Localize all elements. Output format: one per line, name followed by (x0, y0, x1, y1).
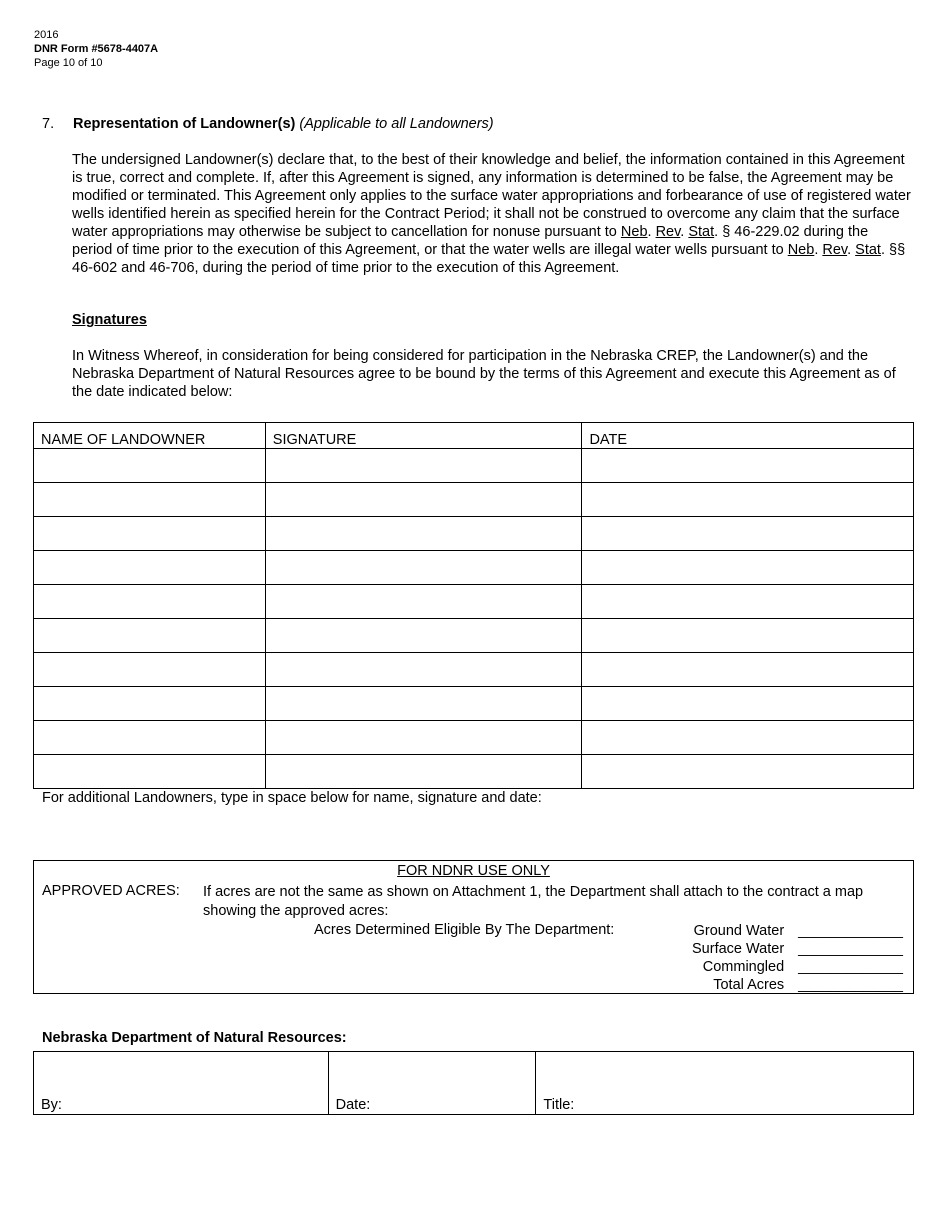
acres-row-total: Total Acres _____________ (713, 977, 903, 993)
ground-water-blank[interactable]: _____________ (798, 923, 903, 939)
date-cell[interactable] (582, 653, 914, 687)
name-cell[interactable] (34, 687, 266, 721)
section-heading (42, 116, 494, 132)
signature-cell[interactable] (265, 585, 582, 619)
column-header-name: NAME OF LANDOWNER (34, 423, 266, 449)
name-cell[interactable] (34, 517, 266, 551)
total-acres-blank[interactable]: _____________ (798, 977, 903, 993)
table-row (34, 721, 914, 755)
date-cell[interactable] (582, 551, 914, 585)
table-row (34, 449, 914, 483)
signature-cell[interactable] (265, 551, 582, 585)
signature-cell[interactable] (265, 449, 582, 483)
signature-cell[interactable] (265, 687, 582, 721)
approved-acres-label: APPROVED ACRES: (42, 883, 180, 899)
name-cell[interactable] (34, 585, 266, 619)
name-cell[interactable] (34, 653, 266, 687)
acres-row-commingled: Commingled _____________ (702, 959, 903, 975)
name-cell[interactable] (34, 449, 266, 483)
name-cell[interactable] (34, 483, 266, 517)
table-row (34, 653, 914, 687)
representation-paragraph: The undersigned Landowner(s) declare that, to the best of their knowledge and belief, the information contained in this Agreement is true, correct and complete. If, after this Agreement is signed, any information is determined to be false, the Agreement may be modified or terminated. This Agreement only applies to the surface water appropriations and forbearance of use of registered water wells identified herein as specified herein for the Contract Period; it shall not be construed to overcome any claim that the surface water appropriations may otherwise be subject to cancellation for nonuse pursuant to Neb. Rev. Stat. § 46-229.02 during the period of time prior to the execution of this Agreement, or that the water wells are illegal water wells pursuant to Neb. Rev. Stat. §§ 46-602 and 46-706, during the period of time prior to the execution of this Agreement. (72, 152, 911, 276)
name-cell[interactable] (34, 551, 266, 585)
acres-row-surface-water: Surface Water _____________ (692, 941, 903, 957)
table-row (34, 585, 914, 619)
name-cell[interactable] (34, 755, 266, 789)
signature-cell[interactable] (265, 483, 582, 517)
signature-cell[interactable] (265, 517, 582, 551)
signature-cell[interactable] (265, 619, 582, 653)
additional-landowners-note: For additional Landowners, type in space below for name, signature and date: (42, 790, 542, 806)
department-heading: Nebraska Department of Natural Resources: (42, 1030, 347, 1046)
form-year: 2016 (34, 29, 59, 41)
column-header-signature: SIGNATURE (265, 423, 582, 449)
department-signature-table (33, 1051, 914, 1115)
page-header (34, 28, 158, 70)
section-number: 7. (42, 116, 55, 132)
table-header-row (34, 423, 914, 449)
landowner-signature-table (33, 422, 914, 789)
table-row (34, 517, 914, 551)
table-row (34, 483, 914, 517)
table-row (34, 687, 914, 721)
witness-paragraph: In Witness Whereof, in consideration for being considered for participation in the Nebraska CREP, the Landowner(s) and the Nebraska Department of Natural Resources agree to be bound by the terms of this Agreement and execute this Agreement as of the date indicated below: (72, 348, 896, 400)
page-number: Page 10 of 10 (34, 57, 103, 69)
name-cell[interactable] (34, 619, 266, 653)
form-number: DNR Form #5678-4407A (34, 43, 159, 55)
acres-list (692, 922, 903, 994)
signature-cell[interactable] (265, 721, 582, 755)
date-cell[interactable] (582, 483, 914, 517)
acres-row-ground-water: Ground Water _____________ (693, 923, 903, 939)
table-row (34, 755, 914, 789)
department-signature-row (34, 1052, 914, 1115)
date-cell[interactable] (582, 585, 914, 619)
ndnr-heading: FOR NDNR USE ONLY (397, 863, 550, 879)
table-row (34, 619, 914, 653)
eligible-acres-label: Acres Determined Eligible By The Department: (314, 922, 615, 938)
section-subtitle: (Applicable to all Landowners) (299, 116, 494, 132)
date-cell[interactable] (582, 619, 914, 653)
column-header-date: DATE (582, 423, 914, 449)
signatures-heading: Signatures (72, 312, 147, 328)
date-cell[interactable] (582, 517, 914, 551)
date-cell[interactable] (582, 755, 914, 789)
ndnr-use-only-box (33, 860, 914, 994)
commingled-blank[interactable]: _____________ (798, 959, 903, 975)
title-field[interactable]: Title: (536, 1052, 914, 1115)
signature-cell[interactable] (265, 653, 582, 687)
signature-cell[interactable] (265, 755, 582, 789)
name-cell[interactable] (34, 721, 266, 755)
date-cell[interactable] (582, 721, 914, 755)
date-cell[interactable] (582, 687, 914, 721)
date-cell[interactable] (582, 449, 914, 483)
table-row (34, 551, 914, 585)
section-title: Representation of Landowner(s) (73, 116, 296, 132)
date-field[interactable]: Date: (328, 1052, 536, 1115)
by-field[interactable]: By: (34, 1052, 329, 1115)
approved-acres-text: If acres are not the same as shown on Attachment 1, the Department shall attach to the contract a map showing the approved acres: (203, 884, 864, 919)
surface-water-blank[interactable]: _____________ (798, 941, 903, 957)
